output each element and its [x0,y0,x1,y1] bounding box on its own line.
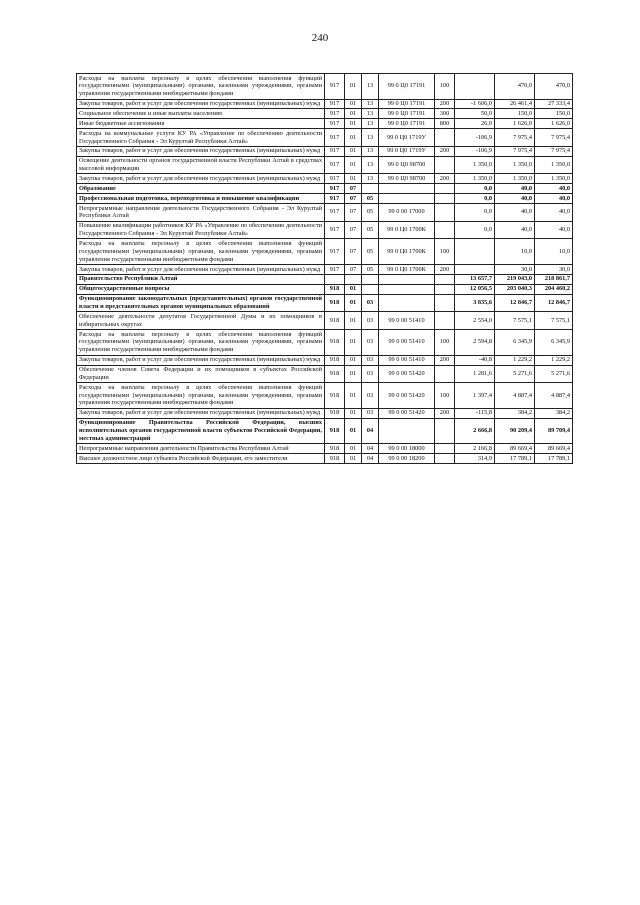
cell-amount-year-1: 1 350,0 [495,156,535,174]
cell-amount-year-1: 40,0 [495,194,535,204]
cell-description: Профессиональная подготовка, переподготовка и повышение квалификации [77,194,325,204]
cell-amount-year-1: 90 209,4 [495,418,535,444]
table-body [77,74,573,464]
table-row [77,109,573,119]
cell-amount-change: 1 281,6 [455,365,495,383]
table-row [77,418,573,444]
cell-amount-year-2: 150,0 [535,109,573,119]
cell-amount-year-1: 1 229,2 [495,355,535,365]
table-row [77,119,573,129]
cell-ministry-code: 917 [325,129,345,147]
cell-subsection-code: 05 [362,221,379,239]
cell-amount-change: 3 835,6 [455,294,495,312]
cell-section-code: 07 [345,194,362,204]
cell-description: Закупка товаров, работ и услуг для обеспечения государственных (муниципальных) нужд [77,355,325,365]
cell-amount-change: 0,0 [455,204,495,222]
cell-subsection-code: 05 [362,239,379,265]
cell-amount-year-2: 40,0 [535,194,573,204]
cell-section-code [345,274,362,284]
cell-amount-year-1: 26 461,4 [495,99,535,109]
cell-description: Повышение квалификации работников КУ РА «Управление по обеспечению деятельности Государственного Собрания - Эл Курултай Республики Алтай» [77,221,325,239]
cell-amount-change: -106,9 [455,146,495,156]
cell-amount-year-2: 1 350,0 [535,174,573,184]
cell-subsection-code: 03 [362,408,379,418]
cell-description: Закупка товаров, работ и услуг для обеспечения государственных (муниципальных) нужд [77,146,325,156]
cell-amount-year-1: 1 350,0 [495,174,535,184]
cell-section-code: 01 [345,365,362,383]
cell-amount-change: -40,8 [455,355,495,365]
cell-expense-type-code [435,156,455,174]
cell-amount-year-2: 1 229,2 [535,355,573,365]
cell-amount-change: 1 350,0 [455,174,495,184]
cell-subsection-code: 04 [362,454,379,464]
cell-amount-change: -1 606,0 [455,99,495,109]
cell-section-code: 07 [345,265,362,275]
cell-subsection-code: 13 [362,109,379,119]
cell-expense-type-code: 100 [435,74,455,100]
cell-ministry-code: 918 [325,365,345,383]
cell-expense-type-code [435,274,455,284]
cell-amount-year-2: 470,0 [535,74,573,100]
cell-section-code: 01 [345,74,362,100]
cell-target-item-code: 99 0 00 51410 [379,330,435,356]
cell-amount-change: -106,9 [455,129,495,147]
cell-amount-year-2: 30,0 [535,265,573,275]
cell-amount-change: 50,0 [455,109,495,119]
cell-section-code: 01 [345,294,362,312]
cell-amount-year-1: 203 040,3 [495,284,535,294]
page-number: 240 [311,32,329,44]
table-row [77,312,573,330]
cell-subsection-code: 03 [362,294,379,312]
cell-subsection-code [362,184,379,194]
cell-target-item-code: 99 0 00 18000 [379,444,435,454]
cell-amount-year-2: 40,0 [535,221,573,239]
cell-ministry-code: 918 [325,408,345,418]
cell-section-code: 01 [345,99,362,109]
cell-expense-type-code: 200 [435,174,455,184]
cell-description: Закупка товаров, работ и услуг для обеспечения государственных (муниципальных) нужд [77,174,325,184]
table-row [77,194,573,204]
cell-subsection-code: 05 [362,194,379,204]
table-row [77,74,573,100]
cell-ministry-code: 917 [325,174,345,184]
cell-target-item-code [379,194,435,204]
cell-target-item-code: 99 0 Ц0 98700 [379,156,435,174]
cell-amount-year-1: 6 345,9 [495,330,535,356]
table-row [77,294,573,312]
cell-amount-change: 1 350,0 [455,156,495,174]
cell-amount-year-1: 40,0 [495,184,535,194]
cell-amount-change: 12 056,5 [455,284,495,294]
cell-ministry-code: 917 [325,265,345,275]
cell-section-code: 01 [345,146,362,156]
cell-expense-type-code: 100 [435,239,455,265]
cell-amount-change: 26,0 [455,119,495,129]
cell-amount-year-2: 89 709,4 [535,418,573,444]
cell-amount-year-2: 40,0 [535,184,573,194]
cell-subsection-code: 13 [362,146,379,156]
cell-amount-year-2: 7 975,4 [535,129,573,147]
cell-ministry-code: 918 [325,284,345,294]
cell-amount-year-2: 7 975,4 [535,146,573,156]
table-row [77,355,573,365]
cell-target-item-code: 99 0 Ц0 17191 [379,119,435,129]
table-row [77,204,573,222]
cell-expense-type-code [435,194,455,204]
cell-amount-year-2: 4 887,4 [535,383,573,409]
cell-subsection-code: 13 [362,174,379,184]
cell-section-code: 01 [345,355,362,365]
cell-target-item-code: 99 0 Ц0 1700К [379,265,435,275]
cell-amount-year-1: 40,0 [495,204,535,222]
cell-amount-year-1: 17 789,1 [495,454,535,464]
cell-target-item-code: 99 0 Ц0 98700 [379,174,435,184]
cell-subsection-code: 03 [362,365,379,383]
cell-amount-change: 0,0 [455,221,495,239]
table-row [77,129,573,147]
cell-ministry-code: 918 [325,330,345,356]
cell-expense-type-code: 200 [435,265,455,275]
cell-section-code: 01 [345,444,362,454]
cell-ministry-code: 917 [325,99,345,109]
cell-target-item-code [379,274,435,284]
cell-amount-change: 314,9 [455,454,495,464]
cell-subsection-code: 13 [362,129,379,147]
cell-expense-type-code [435,204,455,222]
cell-section-code: 01 [345,119,362,129]
cell-amount-change [455,265,495,275]
cell-section-code: 07 [345,204,362,222]
cell-amount-year-2: 1 350,0 [535,156,573,174]
cell-ministry-code: 918 [325,444,345,454]
cell-expense-type-code [435,284,455,294]
cell-amount-year-2: 384,2 [535,408,573,418]
cell-description: Расходы на выплаты персоналу в целях обеспечения выполнения функций государственными (муниципальными) органами, казенными учреждениями, органами управления государственными внебюджетными фондами [77,330,325,356]
cell-expense-type-code [435,365,455,383]
cell-target-item-code: 99 0 00 51420 [379,365,435,383]
cell-ministry-code: 918 [325,312,345,330]
cell-amount-year-2: 40,0 [535,204,573,222]
cell-target-item-code: 99 0 Ц0 1700К [379,239,435,265]
cell-expense-type-code [435,184,455,194]
cell-target-item-code: 99 0 Ц0 17191 [379,74,435,100]
cell-description: Функционирование законодательных (представительных) органов государственной власти и представительных органов муниципальных образований [77,294,325,312]
cell-amount-year-2: 5 271,6 [535,365,573,383]
cell-section-code: 07 [345,239,362,265]
cell-subsection-code: 13 [362,74,379,100]
cell-target-item-code [379,418,435,444]
table-row [77,146,573,156]
cell-amount-year-2: 17 789,1 [535,454,573,464]
cell-amount-year-1: 89 669,4 [495,444,535,454]
cell-target-item-code: 99 0 00 18200 [379,454,435,464]
cell-subsection-code [362,274,379,284]
cell-subsection-code: 13 [362,156,379,174]
cell-subsection-code: 04 [362,418,379,444]
cell-expense-type-code [435,221,455,239]
table-row [77,265,573,275]
cell-expense-type-code: 200 [435,99,455,109]
cell-amount-change: 0,0 [455,194,495,204]
cell-description: Расходы на выплаты персоналу в целях обеспечения выполнения функций государственными (муниципальными) органами, казенными учреждениями, органами управления государственными внебюджетными фондами [77,383,325,409]
cell-target-item-code: 99 0 Ц0 1719У [379,146,435,156]
cell-description: Расходы на выплаты персоналу в целях обеспечения выполнения функций государственными (муниципальными) органами, казенными учреждениями, органами управления государственными внебюджетными фондами [77,74,325,100]
cell-ministry-code [325,274,345,284]
cell-description: Закупка товаров, работ и услуг для обеспечения государственных (муниципальных) нужд [77,99,325,109]
table-row [77,383,573,409]
cell-subsection-code: 03 [362,383,379,409]
table-row [77,330,573,356]
table-row [77,99,573,109]
cell-subsection-code: 05 [362,204,379,222]
cell-amount-change: 1 397,4 [455,383,495,409]
cell-ministry-code: 918 [325,454,345,464]
cell-section-code: 01 [345,109,362,119]
cell-amount-change [455,239,495,265]
cell-expense-type-code: 800 [435,119,455,129]
cell-section-code: 01 [345,174,362,184]
cell-ministry-code: 917 [325,184,345,194]
cell-amount-year-1: 10,0 [495,239,535,265]
cell-description: Расходы на коммунальные услуги КУ РА «Управление по обеспечению деятельности Государственного Собрания - Эл Курултай Республики Алтай» [77,129,325,147]
cell-ministry-code: 917 [325,74,345,100]
cell-expense-type-code [435,294,455,312]
cell-section-code: 01 [345,330,362,356]
cell-amount-year-1: 7 975,4 [495,146,535,156]
table-row [77,156,573,174]
cell-amount-year-1: 12 846,7 [495,294,535,312]
cell-expense-type-code: 100 [435,383,455,409]
cell-amount-year-2: 7 575,1 [535,312,573,330]
cell-section-code: 07 [345,221,362,239]
cell-amount-year-1: 5 271,6 [495,365,535,383]
cell-section-code: 01 [345,156,362,174]
cell-amount-year-2: 89 669,4 [535,444,573,454]
cell-expense-type-code: 200 [435,355,455,365]
cell-amount-year-1: 219 043,0 [495,274,535,284]
cell-section-code: 01 [345,129,362,147]
cell-ministry-code: 917 [325,146,345,156]
cell-section-code: 01 [345,383,362,409]
table-row [77,274,573,284]
table-row [77,239,573,265]
cell-expense-type-code [435,444,455,454]
cell-subsection-code: 13 [362,119,379,129]
cell-description: Иные бюджетные ассигнования [77,119,325,129]
cell-expense-type-code [435,454,455,464]
cell-target-item-code: 99 0 Ц0 17191 [379,99,435,109]
cell-amount-year-1: 30,0 [495,265,535,275]
table-row [77,174,573,184]
cell-section-code: 01 [345,284,362,294]
cell-amount-year-1: 7 575,1 [495,312,535,330]
cell-ministry-code: 918 [325,355,345,365]
budget-table [76,73,573,464]
cell-expense-type-code: 100 [435,330,455,356]
table-row [77,284,573,294]
cell-subsection-code: 03 [362,330,379,356]
cell-target-item-code: 99 0 Ц0 17191 [379,109,435,119]
cell-target-item-code [379,284,435,294]
cell-amount-change [455,74,495,100]
cell-description: Высшее должностное лицо субъекта Российской Федерации, его заместители [77,454,325,464]
cell-description: Закупка товаров, работ и услуг для обеспечения государственных (муниципальных) нужд [77,265,325,275]
cell-target-item-code: 99 0 00 51420 [379,383,435,409]
cell-description: Функционирование Правительства Российской Федерации, высших исполнительных органов государственной власти субъектов Российской Федерации, местных администраций [77,418,325,444]
cell-target-item-code: 99 0 Ц0 1719У [379,129,435,147]
cell-expense-type-code [435,418,455,444]
cell-description: Непрограммные направления деятельности Государственного Собрания - Эл Курултай Республики Алтай [77,204,325,222]
cell-amount-year-2: 12 846,7 [535,294,573,312]
table-row [77,408,573,418]
cell-description: Общегосударственные вопросы [77,284,325,294]
cell-expense-type-code: 200 [435,408,455,418]
cell-amount-change: 0,0 [455,184,495,194]
cell-amount-year-1: 150,0 [495,109,535,119]
cell-amount-change: 13 657,7 [455,274,495,284]
cell-amount-year-2: 218 861,7 [535,274,573,284]
cell-amount-year-1: 384,2 [495,408,535,418]
cell-amount-year-2: 10,0 [535,239,573,265]
cell-subsection-code: 03 [362,312,379,330]
cell-amount-year-1: 1 626,0 [495,119,535,129]
cell-amount-year-2: 27 333,4 [535,99,573,109]
cell-amount-year-2: 204 460,2 [535,284,573,294]
cell-ministry-code: 917 [325,109,345,119]
cell-subsection-code: 13 [362,99,379,109]
cell-target-item-code: 99 0 Ц0 1700К [379,221,435,239]
cell-target-item-code [379,184,435,194]
cell-target-item-code: 99 0 00 51420 [379,408,435,418]
cell-section-code: 01 [345,418,362,444]
cell-amount-change: 2 666,8 [455,418,495,444]
cell-description: Обеспечение членов Совета Федерации и их помощников в субъектах Российской Федерации [77,365,325,383]
cell-amount-change: 2 166,8 [455,444,495,454]
cell-section-code: 07 [345,184,362,194]
cell-amount-change: 2 554,0 [455,312,495,330]
cell-description: Расходы на выплаты персоналу в целях обеспечения выполнения функций государственными (муниципальными) органами, казенными учреждениями, органами управления государственными внебюджетными фондами [77,239,325,265]
cell-subsection-code: 04 [362,444,379,454]
table-row [77,184,573,194]
cell-section-code: 01 [345,312,362,330]
cell-amount-year-1: 4 887,4 [495,383,535,409]
cell-expense-type-code: 300 [435,109,455,119]
cell-subsection-code [362,284,379,294]
cell-amount-year-2: 6 345,9 [535,330,573,356]
cell-amount-year-1: 40,0 [495,221,535,239]
cell-amount-year-1: 470,0 [495,74,535,100]
cell-expense-type-code: 200 [435,146,455,156]
cell-target-item-code: 99 0 00 17000 [379,204,435,222]
cell-description: Социальное обеспечение и иные выплаты населению [77,109,325,119]
table-row [77,365,573,383]
cell-amount-change: 2 594,8 [455,330,495,356]
cell-description: Правительство Республики Алтай [77,274,325,284]
cell-ministry-code: 917 [325,221,345,239]
table-row [77,444,573,454]
cell-description: Закупка товаров, работ и услуг для обеспечения государственных (муниципальных) нужд [77,408,325,418]
cell-subsection-code: 03 [362,355,379,365]
table-row [77,454,573,464]
cell-ministry-code: 917 [325,156,345,174]
cell-expense-type-code [435,312,455,330]
cell-amount-change: -115,8 [455,408,495,418]
cell-section-code: 01 [345,454,362,464]
cell-ministry-code: 917 [325,239,345,265]
cell-ministry-code: 917 [325,119,345,129]
cell-ministry-code: 918 [325,418,345,444]
cell-target-item-code: 99 0 00 51410 [379,355,435,365]
cell-description: Освещение деятельности органов государственной власти Республики Алтай в средствах массовой информации [77,156,325,174]
cell-ministry-code: 917 [325,194,345,204]
cell-amount-year-1: 7 975,4 [495,129,535,147]
cell-section-code: 01 [345,408,362,418]
cell-target-item-code: 99 0 00 51410 [379,312,435,330]
cell-ministry-code: 918 [325,383,345,409]
cell-description: Образование [77,184,325,194]
cell-ministry-code: 918 [325,294,345,312]
cell-ministry-code: 917 [325,204,345,222]
table-row [77,221,573,239]
cell-description: Обеспечение деятельности депутатов Государственной Думы и их помощников в избирательных округах [77,312,325,330]
cell-amount-year-2: 1 626,0 [535,119,573,129]
cell-target-item-code [379,294,435,312]
cell-description: Непрограммные направления деятельности Правительства Республики Алтай [77,444,325,454]
cell-expense-type-code [435,129,455,147]
cell-subsection-code: 05 [362,265,379,275]
